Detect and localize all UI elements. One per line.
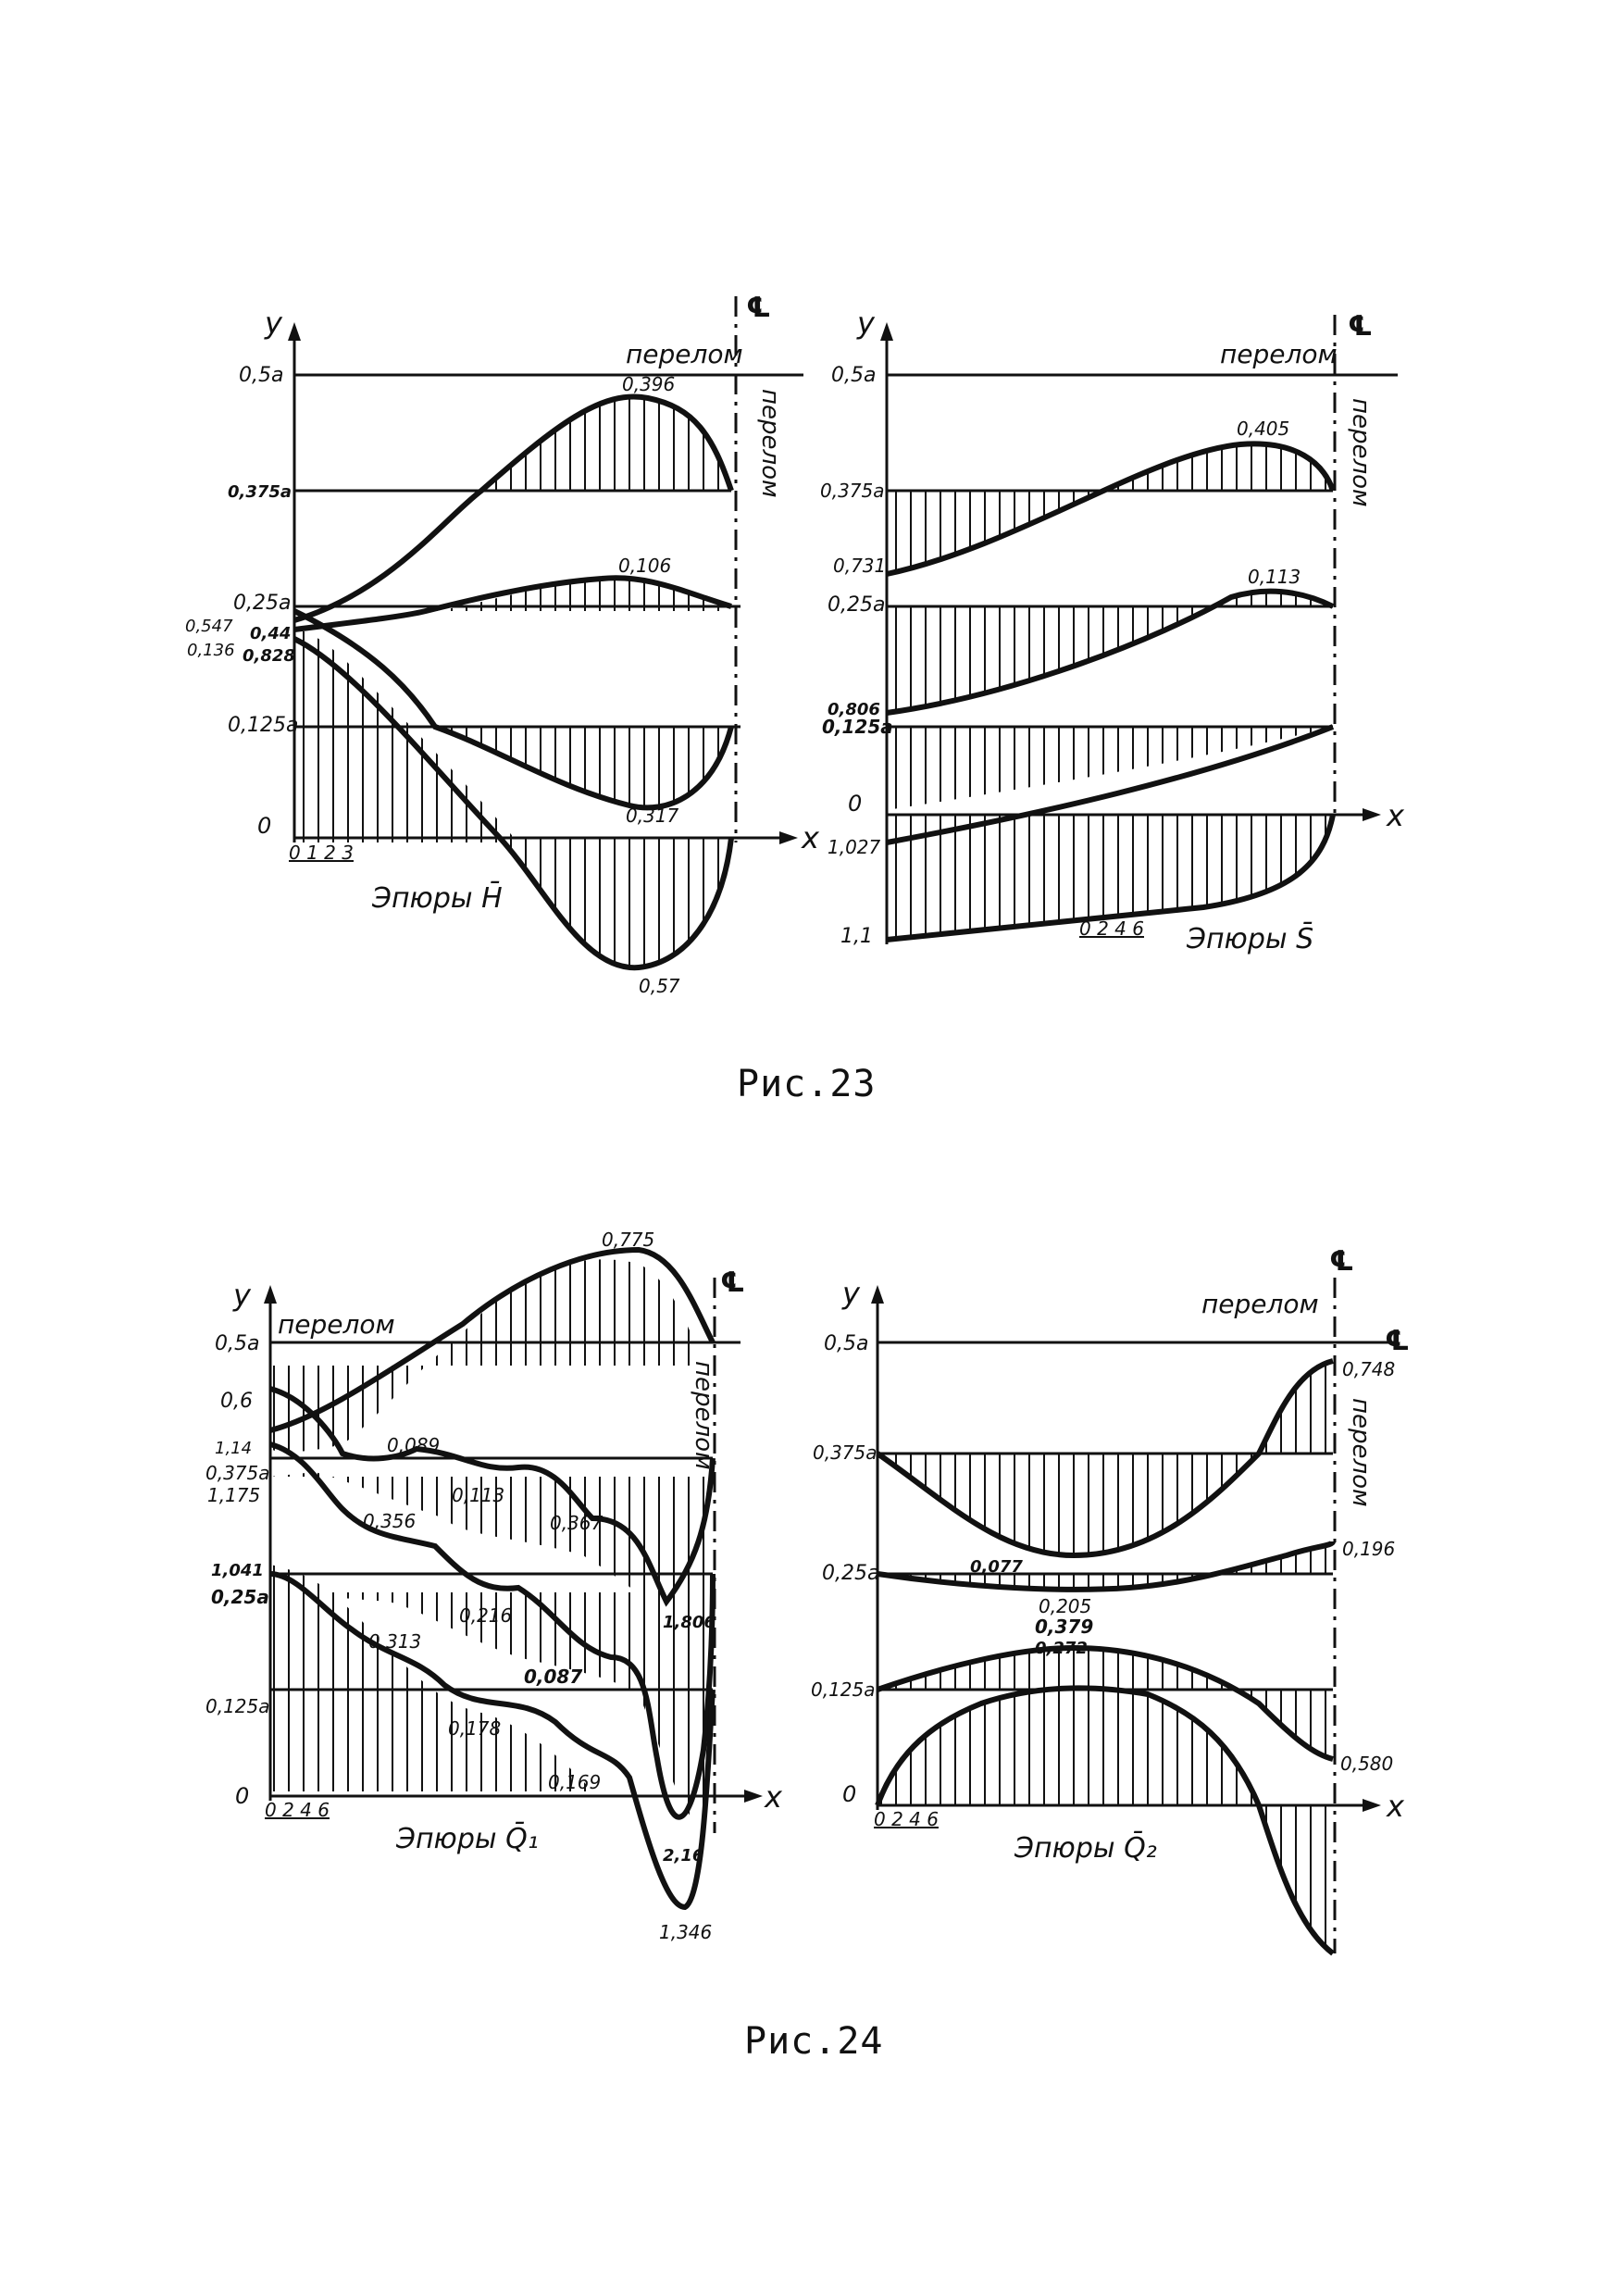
q1-break-label-vertical: перелом	[690, 1361, 717, 1470]
q1-centerline-symbol: ℄	[720, 1267, 745, 1299]
h-value-0136: 0,136	[187, 641, 235, 660]
q2-value-0205: 0,205	[1039, 1595, 1092, 1617]
q1-value-1806: 1,806	[663, 1613, 716, 1632]
q1-fill-top	[270, 1259, 703, 1452]
q1-break-label: перелом	[278, 1309, 395, 1340]
q1-axis-y-label: y	[233, 1278, 251, 1313]
h-value-0396: 0,396	[622, 373, 676, 395]
q2-title: Эпюры Q̄₂	[1014, 1832, 1157, 1865]
diagram-h	[185, 292, 820, 997]
q1-value-0775: 0,775	[602, 1229, 655, 1251]
s-axis-y-label: y	[857, 306, 875, 341]
q2-value-0077: 0,077	[970, 1557, 1023, 1577]
figure-23	[0, 0, 1618, 1139]
h-value-057: 0,57	[639, 975, 680, 997]
s-value-0405: 0,405	[1237, 418, 1290, 440]
q2-fill-neg	[1259, 1805, 1333, 1953]
h-centerline-symbol: ℄	[746, 292, 771, 324]
q2-value-0748: 0,748	[1342, 1358, 1396, 1380]
h-break-label-vertical: перелом	[756, 389, 784, 498]
q2-scale-ticks: 0 2 4 6	[874, 1808, 939, 1830]
q2-axis-x-label: x	[1387, 1789, 1404, 1824]
s-value-11: 1,1	[840, 925, 873, 948]
q1-axis-x-label: x	[765, 1779, 782, 1815]
s-level-label-0: 0	[848, 791, 863, 817]
s-value-0731: 0,731	[833, 555, 887, 577]
q1-level-label-0125a: 0,125a	[205, 1695, 270, 1717]
h-value-044: 0,44	[250, 624, 292, 643]
q2-break-label-vertical: перелом	[1347, 1398, 1375, 1507]
q2-axis-y-label: y	[842, 1276, 860, 1311]
q2-value-0272: 0,272	[1035, 1639, 1088, 1658]
s-axis-x-label: x	[1387, 798, 1404, 833]
q1-level-label-0: 0	[235, 1783, 250, 1809]
s-value-0113: 0,113	[1248, 566, 1301, 588]
h-value-0547: 0,547	[185, 617, 233, 636]
s-break-label-vertical: перелом	[1347, 398, 1375, 507]
diagram-q2	[811, 1245, 1410, 1953]
q2-centerline-symbol-right: ℄	[1385, 1325, 1410, 1357]
h-value-0106: 0,106	[618, 555, 672, 577]
q2-level-label-0125a: 0,125a	[811, 1678, 876, 1701]
q1-level-label-05a: 0,5a	[215, 1332, 260, 1355]
figure-24	[0, 1204, 1618, 2083]
q2-value-0580: 0,580	[1340, 1753, 1394, 1775]
h-level-label-0375a: 0,375a	[228, 482, 292, 502]
h-value-0828: 0,828	[243, 646, 295, 666]
q1-value-216: 2,16	[663, 1846, 704, 1866]
q2-value-0196: 0,196	[1342, 1538, 1396, 1560]
q1-value-114: 1,14	[215, 1439, 253, 1458]
h-level-label-025a: 0,25a	[233, 592, 292, 615]
diagram-s	[820, 306, 1405, 955]
h-level-label-0125a: 0,125a	[228, 714, 299, 737]
h-scale-ticks: 0 1 2 3	[289, 842, 354, 864]
q1-title: Эпюры Q̄₁	[396, 1823, 539, 1855]
h-fill-neg	[500, 838, 731, 967]
q1-value-0169: 0,169	[548, 1771, 602, 1793]
q1-value-1346: 1,346	[659, 1921, 713, 1943]
q1-value-0367: 0,367	[550, 1512, 604, 1534]
h-break-label: перелом	[626, 339, 743, 369]
q2-fill-low	[877, 1688, 1259, 1805]
q1-value-0356: 0,356	[363, 1510, 417, 1532]
q2-break-label: перелом	[1201, 1289, 1319, 1319]
q2-level-label-05a: 0,5a	[824, 1332, 869, 1355]
s-break-label: перелом	[1220, 339, 1338, 369]
h-level-label-0: 0	[257, 813, 272, 839]
q1-value-0313: 0,313	[368, 1630, 422, 1653]
h-axis-x-label: x	[802, 820, 819, 855]
caption-fig24: Рис.24	[744, 2020, 884, 2063]
q1-value-0089: 0,089	[387, 1434, 441, 1456]
s-value-1027: 1,027	[828, 836, 881, 858]
q1-value-1041: 1,041	[211, 1561, 264, 1580]
q1-value-1175: 1,175	[207, 1484, 261, 1506]
q2-level-label-025a: 0,25a	[822, 1562, 880, 1585]
h-axis-y-label: y	[265, 306, 282, 341]
q2-level-label-0: 0	[842, 1781, 857, 1807]
q1-level-label-0375a: 0,375a	[205, 1462, 270, 1484]
q1-value-06: 0,6	[220, 1390, 253, 1413]
s-centerline-symbol: ℄	[1348, 310, 1373, 343]
q1-value-0113: 0,113	[452, 1484, 505, 1506]
q2-value-0379: 0,379	[1035, 1616, 1094, 1638]
caption-fig23: Рис.23	[737, 1063, 877, 1105]
q1-value-0087: 0,087	[524, 1666, 583, 1688]
q1-value-0216: 0,216	[459, 1604, 513, 1627]
s-level-label-025a: 0,25a	[828, 593, 886, 617]
s-level-label-05a: 0,5a	[831, 364, 877, 387]
s-value-0806: 0,806	[828, 700, 880, 719]
q1-value-0178: 0,178	[448, 1717, 502, 1740]
s-level-label-0375a: 0,375a	[820, 480, 885, 502]
q1-level-label-025a: 0,25a	[211, 1586, 269, 1608]
h-level-label-05a: 0,5a	[239, 364, 284, 387]
s-title: Эпюры S̄	[1187, 923, 1314, 955]
diagram-q1	[205, 1229, 783, 1943]
s-scale-ticks: 0 2 4 6	[1079, 917, 1144, 940]
q2-centerline-symbol: ℄	[1329, 1245, 1354, 1278]
h-fill-top	[294, 396, 731, 491]
q1-scale-ticks: 0 2 4 6	[265, 1799, 330, 1821]
h-value-0317: 0,317	[626, 805, 679, 827]
h-fill-bottom	[294, 491, 518, 842]
q2-level-label-0375a: 0,375a	[813, 1441, 877, 1464]
s-level-label-0125a: 0,125a	[822, 716, 893, 738]
h-title: Эпюры H̄	[372, 882, 503, 915]
